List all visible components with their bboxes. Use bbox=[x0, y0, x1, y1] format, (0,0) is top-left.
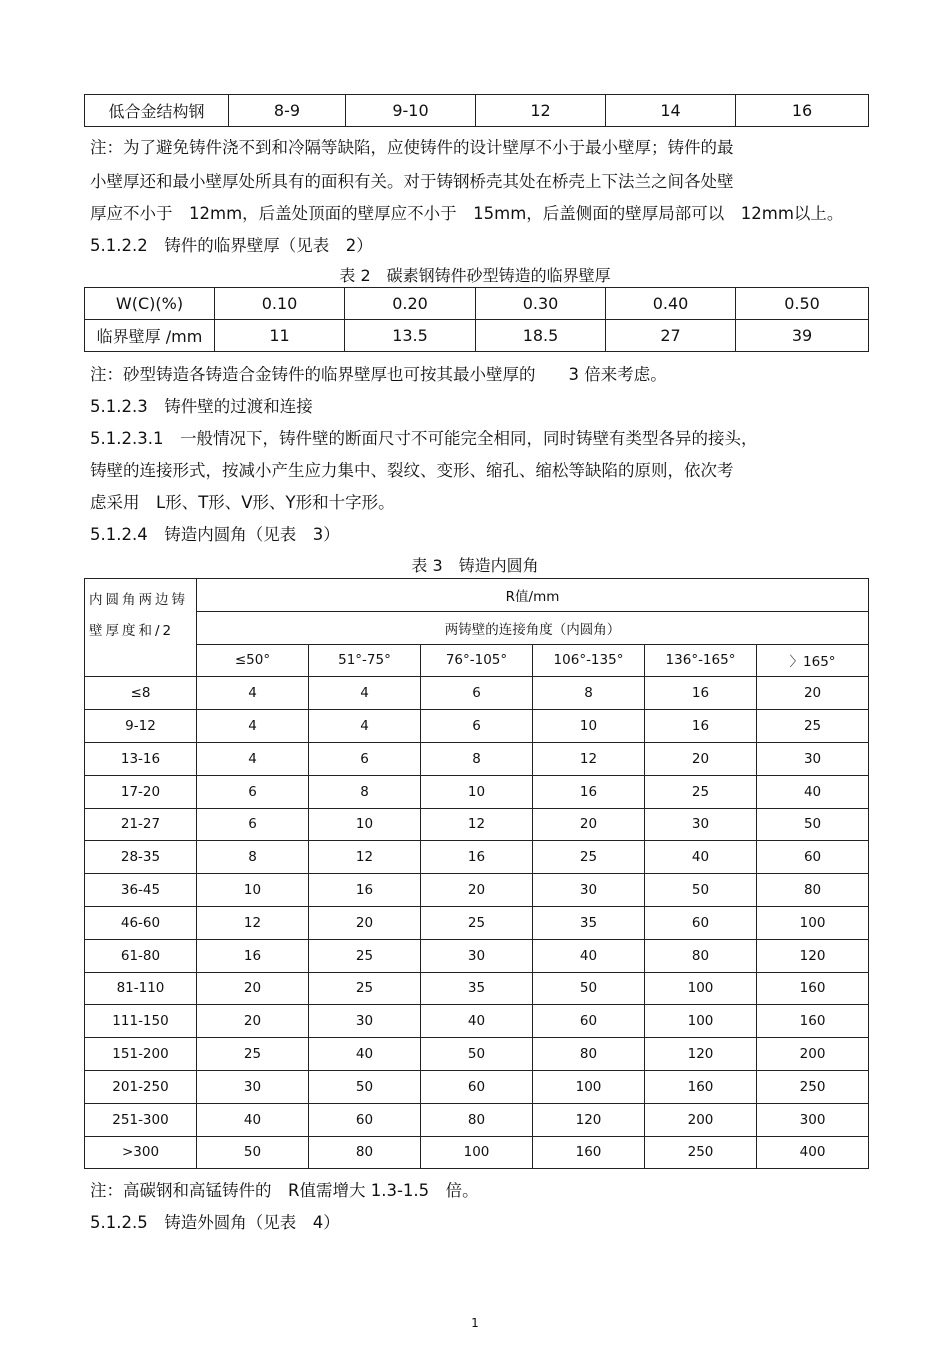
table-cell: 39 bbox=[736, 320, 869, 352]
table-cell: 8 bbox=[197, 841, 309, 874]
table-cell: 17-20 bbox=[85, 775, 197, 808]
table-cell: W(C)(%) bbox=[85, 288, 215, 320]
table-header-cell: 〉165° bbox=[757, 644, 869, 677]
table-cell: 30 bbox=[421, 939, 533, 972]
table-cell: 12 bbox=[197, 906, 309, 939]
table-cell: 0.50 bbox=[736, 288, 869, 320]
table-header-cell: R值/mm bbox=[197, 579, 869, 612]
table-cell: 18.5 bbox=[476, 320, 606, 352]
table-cell: 40 bbox=[421, 1005, 533, 1038]
table-cell: 0.40 bbox=[606, 288, 736, 320]
table-header-row bbox=[85, 579, 869, 612]
table-cell: 4 bbox=[197, 677, 309, 710]
table-row bbox=[85, 841, 869, 874]
table-cell: 120 bbox=[645, 1038, 757, 1071]
note-line: 注：砂型铸造各铸造合金铸件的临界壁厚也可按其最小壁厚的 3 倍来考虑。 bbox=[90, 365, 667, 384]
table-cell: 60 bbox=[757, 841, 869, 874]
table-cell: 12 bbox=[533, 742, 645, 775]
table-row bbox=[85, 972, 869, 1005]
table-cell: 16 bbox=[645, 677, 757, 710]
table-row bbox=[85, 775, 869, 808]
table-cell: 20 bbox=[309, 906, 421, 939]
table-cell: 25 bbox=[533, 841, 645, 874]
table-cell: 4 bbox=[197, 710, 309, 743]
table-cell: 300 bbox=[757, 1103, 869, 1136]
table-cell: 11 bbox=[215, 320, 345, 352]
table-cell: 50 bbox=[309, 1070, 421, 1103]
table-cell: 4 bbox=[309, 677, 421, 710]
section-heading: 5.1.2.5 铸造外圆角（见表 4） bbox=[90, 1213, 340, 1232]
table-cell: 12 bbox=[309, 841, 421, 874]
table-row bbox=[85, 1038, 869, 1071]
table-cell: 13.5 bbox=[345, 320, 476, 352]
table-cell: 16 bbox=[197, 939, 309, 972]
table-cell: 100 bbox=[421, 1136, 533, 1169]
section-heading: 5.1.2.3 铸件壁的过渡和连接 bbox=[90, 397, 313, 416]
table-cell: 16 bbox=[309, 874, 421, 907]
table-cell: 81-110 bbox=[85, 972, 197, 1005]
table-cell: 40 bbox=[533, 939, 645, 972]
table-cell: 16 bbox=[533, 775, 645, 808]
table-cell: 80 bbox=[757, 874, 869, 907]
table-cell: 0.20 bbox=[345, 288, 476, 320]
paragraph-line: 5.1.2.3.1 一般情况下，铸件壁的断面尺寸不可能完全相同，同时铸壁有类型各异的接头， bbox=[90, 429, 758, 448]
table-cell: 4 bbox=[309, 710, 421, 743]
table-cell: 14 bbox=[606, 95, 736, 127]
table-cell: 151-200 bbox=[85, 1038, 197, 1071]
table-row bbox=[85, 320, 869, 352]
table-cell: 80 bbox=[533, 1038, 645, 1071]
table-stub-header: 内圆角两边铸壁厚度和/2 bbox=[85, 579, 197, 677]
table-cell: 6 bbox=[197, 808, 309, 841]
table-cell: 100 bbox=[645, 972, 757, 1005]
table-cell: 50 bbox=[645, 874, 757, 907]
table-cell: 21-27 bbox=[85, 808, 197, 841]
table-cell: 0.30 bbox=[476, 288, 606, 320]
table-cell: 8 bbox=[309, 775, 421, 808]
table-cell: 30 bbox=[645, 808, 757, 841]
critical-wall-thickness-table bbox=[84, 287, 869, 352]
table-cell: 200 bbox=[757, 1038, 869, 1071]
table-cell: 30 bbox=[757, 742, 869, 775]
table-cell: 16 bbox=[421, 841, 533, 874]
table-cell: 4 bbox=[197, 742, 309, 775]
table-cell: 20 bbox=[421, 874, 533, 907]
table-row bbox=[85, 1005, 869, 1038]
table-header-cell: 两铸壁的连接角度（内圆角） bbox=[197, 611, 869, 644]
table-cell: 16 bbox=[645, 710, 757, 743]
table-cell: 25 bbox=[309, 939, 421, 972]
table-cell: 80 bbox=[421, 1103, 533, 1136]
table-cell: 160 bbox=[533, 1136, 645, 1169]
table-cell: 9-10 bbox=[346, 95, 476, 127]
table-cell: 16 bbox=[736, 95, 869, 127]
table-cell: 35 bbox=[421, 972, 533, 1005]
table-cell: 20 bbox=[645, 742, 757, 775]
table-cell: 低合金结构钢 bbox=[85, 95, 229, 127]
table-cell: 0.10 bbox=[215, 288, 345, 320]
table-header-cell: 136°-165° bbox=[645, 644, 757, 677]
table-cell: 6 bbox=[197, 775, 309, 808]
table-row bbox=[85, 874, 869, 907]
table-cell: 46-60 bbox=[85, 906, 197, 939]
table-cell: 251-300 bbox=[85, 1103, 197, 1136]
table-cell: 50 bbox=[533, 972, 645, 1005]
table-row bbox=[85, 939, 869, 972]
note-line: 注：高碳钢和高锰铸件的 R值需增大 1.3-1.5 倍。 bbox=[90, 1181, 479, 1200]
table-cell: 160 bbox=[645, 1070, 757, 1103]
table-cell: 50 bbox=[757, 808, 869, 841]
section-heading: 5.1.2.4 铸造内圆角（见表 3） bbox=[90, 525, 340, 544]
table-row bbox=[85, 677, 869, 710]
table-caption: 表 3 铸造内圆角 bbox=[411, 556, 539, 575]
page-number: 1 bbox=[471, 1316, 479, 1330]
table-header-cell: 76°-105° bbox=[421, 644, 533, 677]
table-cell: 400 bbox=[757, 1136, 869, 1169]
table-header-row bbox=[85, 644, 869, 677]
paragraph-line: 铸壁的连接形式，按减小产生应力集中、裂纹、变形、缩孔、缩松等缺陷的原则，依次考 bbox=[90, 461, 734, 480]
table-header-row bbox=[85, 611, 869, 644]
table-cell: 25 bbox=[421, 906, 533, 939]
table-caption: 表 2 碳素钢铸件砂型铸造的临界壁厚 bbox=[339, 266, 611, 285]
table-cell: 30 bbox=[533, 874, 645, 907]
min-wall-thickness-table bbox=[84, 94, 869, 127]
table-cell: 20 bbox=[197, 972, 309, 1005]
note-line: 厚应不小于 12mm，后盖处顶面的壁厚应不小于 15mm，后盖侧面的壁厚局部可以 12mm以上。 bbox=[90, 204, 844, 223]
table-row bbox=[85, 1136, 869, 1169]
table-cell: 20 bbox=[533, 808, 645, 841]
table-cell: 100 bbox=[645, 1005, 757, 1038]
table-cell: 80 bbox=[645, 939, 757, 972]
table-cell: 40 bbox=[197, 1103, 309, 1136]
table-cell: 27 bbox=[606, 320, 736, 352]
table-row bbox=[85, 742, 869, 775]
table-cell: 35 bbox=[533, 906, 645, 939]
table-cell: 8 bbox=[533, 677, 645, 710]
table-cell: 8-9 bbox=[229, 95, 346, 127]
table-cell: 60 bbox=[309, 1103, 421, 1136]
inner-fillet-table bbox=[84, 578, 869, 1169]
table-cell: 60 bbox=[533, 1005, 645, 1038]
table-cell: 30 bbox=[309, 1005, 421, 1038]
note-line: 小壁厚还和最小壁厚处所具有的面积有关。对于铸钢桥壳其处在桥壳上下法兰之间各处壁 bbox=[90, 172, 734, 191]
table-cell: 20 bbox=[757, 677, 869, 710]
table-header-cell: ≤50° bbox=[197, 644, 309, 677]
table-cell: 8 bbox=[421, 742, 533, 775]
table-cell: 10 bbox=[533, 710, 645, 743]
table-cell: 80 bbox=[309, 1136, 421, 1169]
table-cell: 10 bbox=[421, 775, 533, 808]
table-cell: 20 bbox=[197, 1005, 309, 1038]
note-line: 注：为了避免铸件浇不到和冷隔等缺陷，应使铸件的设计壁厚不小于最小壁厚；铸件的最 bbox=[90, 138, 734, 157]
table-row bbox=[85, 1103, 869, 1136]
table-cell: 100 bbox=[757, 906, 869, 939]
table-cell: 10 bbox=[309, 808, 421, 841]
table-cell: 40 bbox=[757, 775, 869, 808]
table-cell: 61-80 bbox=[85, 939, 197, 972]
table-cell: 6 bbox=[421, 677, 533, 710]
table-cell: 40 bbox=[645, 841, 757, 874]
table-cell: 50 bbox=[197, 1136, 309, 1169]
table-cell: 12 bbox=[476, 95, 606, 127]
table-header-cell: 106°-135° bbox=[533, 644, 645, 677]
table-cell: 30 bbox=[197, 1070, 309, 1103]
table-cell: 临界壁厚 /mm bbox=[85, 320, 215, 352]
table-cell: 120 bbox=[757, 939, 869, 972]
table-cell: 6 bbox=[421, 710, 533, 743]
table-cell: 201-250 bbox=[85, 1070, 197, 1103]
table-cell: 111-150 bbox=[85, 1005, 197, 1038]
table-cell: 160 bbox=[757, 972, 869, 1005]
table-cell: 25 bbox=[645, 775, 757, 808]
table-cell: 120 bbox=[533, 1103, 645, 1136]
table-cell: 60 bbox=[645, 906, 757, 939]
table-row bbox=[85, 710, 869, 743]
table-cell: 25 bbox=[197, 1038, 309, 1071]
table-header-row bbox=[85, 288, 869, 320]
table-cell: 10 bbox=[197, 874, 309, 907]
table-row bbox=[85, 906, 869, 939]
paragraph-line: 虑采用 L形、T形、V形、Y形和十字形。 bbox=[90, 493, 395, 512]
table-cell: 25 bbox=[309, 972, 421, 1005]
table-header-cell: 51°-75° bbox=[309, 644, 421, 677]
table-cell: 100 bbox=[533, 1070, 645, 1103]
table-cell: 250 bbox=[645, 1136, 757, 1169]
table-cell: 6 bbox=[309, 742, 421, 775]
table-cell: 50 bbox=[421, 1038, 533, 1071]
table-cell: 9-12 bbox=[85, 710, 197, 743]
table-row bbox=[85, 95, 869, 127]
section-heading: 5.1.2.2 铸件的临界壁厚（见表 2） bbox=[90, 236, 373, 255]
table-cell: 60 bbox=[421, 1070, 533, 1103]
table-row bbox=[85, 1070, 869, 1103]
table-cell: >300 bbox=[85, 1136, 197, 1169]
table-cell: 250 bbox=[757, 1070, 869, 1103]
table-cell: 160 bbox=[757, 1005, 869, 1038]
table-cell: 40 bbox=[309, 1038, 421, 1071]
table-cell: 12 bbox=[421, 808, 533, 841]
table-cell: 200 bbox=[645, 1103, 757, 1136]
table-cell: 13-16 bbox=[85, 742, 197, 775]
table-cell: 28-35 bbox=[85, 841, 197, 874]
table-cell: 36-45 bbox=[85, 874, 197, 907]
table-cell: 25 bbox=[757, 710, 869, 743]
table-row bbox=[85, 808, 869, 841]
table-cell: ≤8 bbox=[85, 677, 197, 710]
